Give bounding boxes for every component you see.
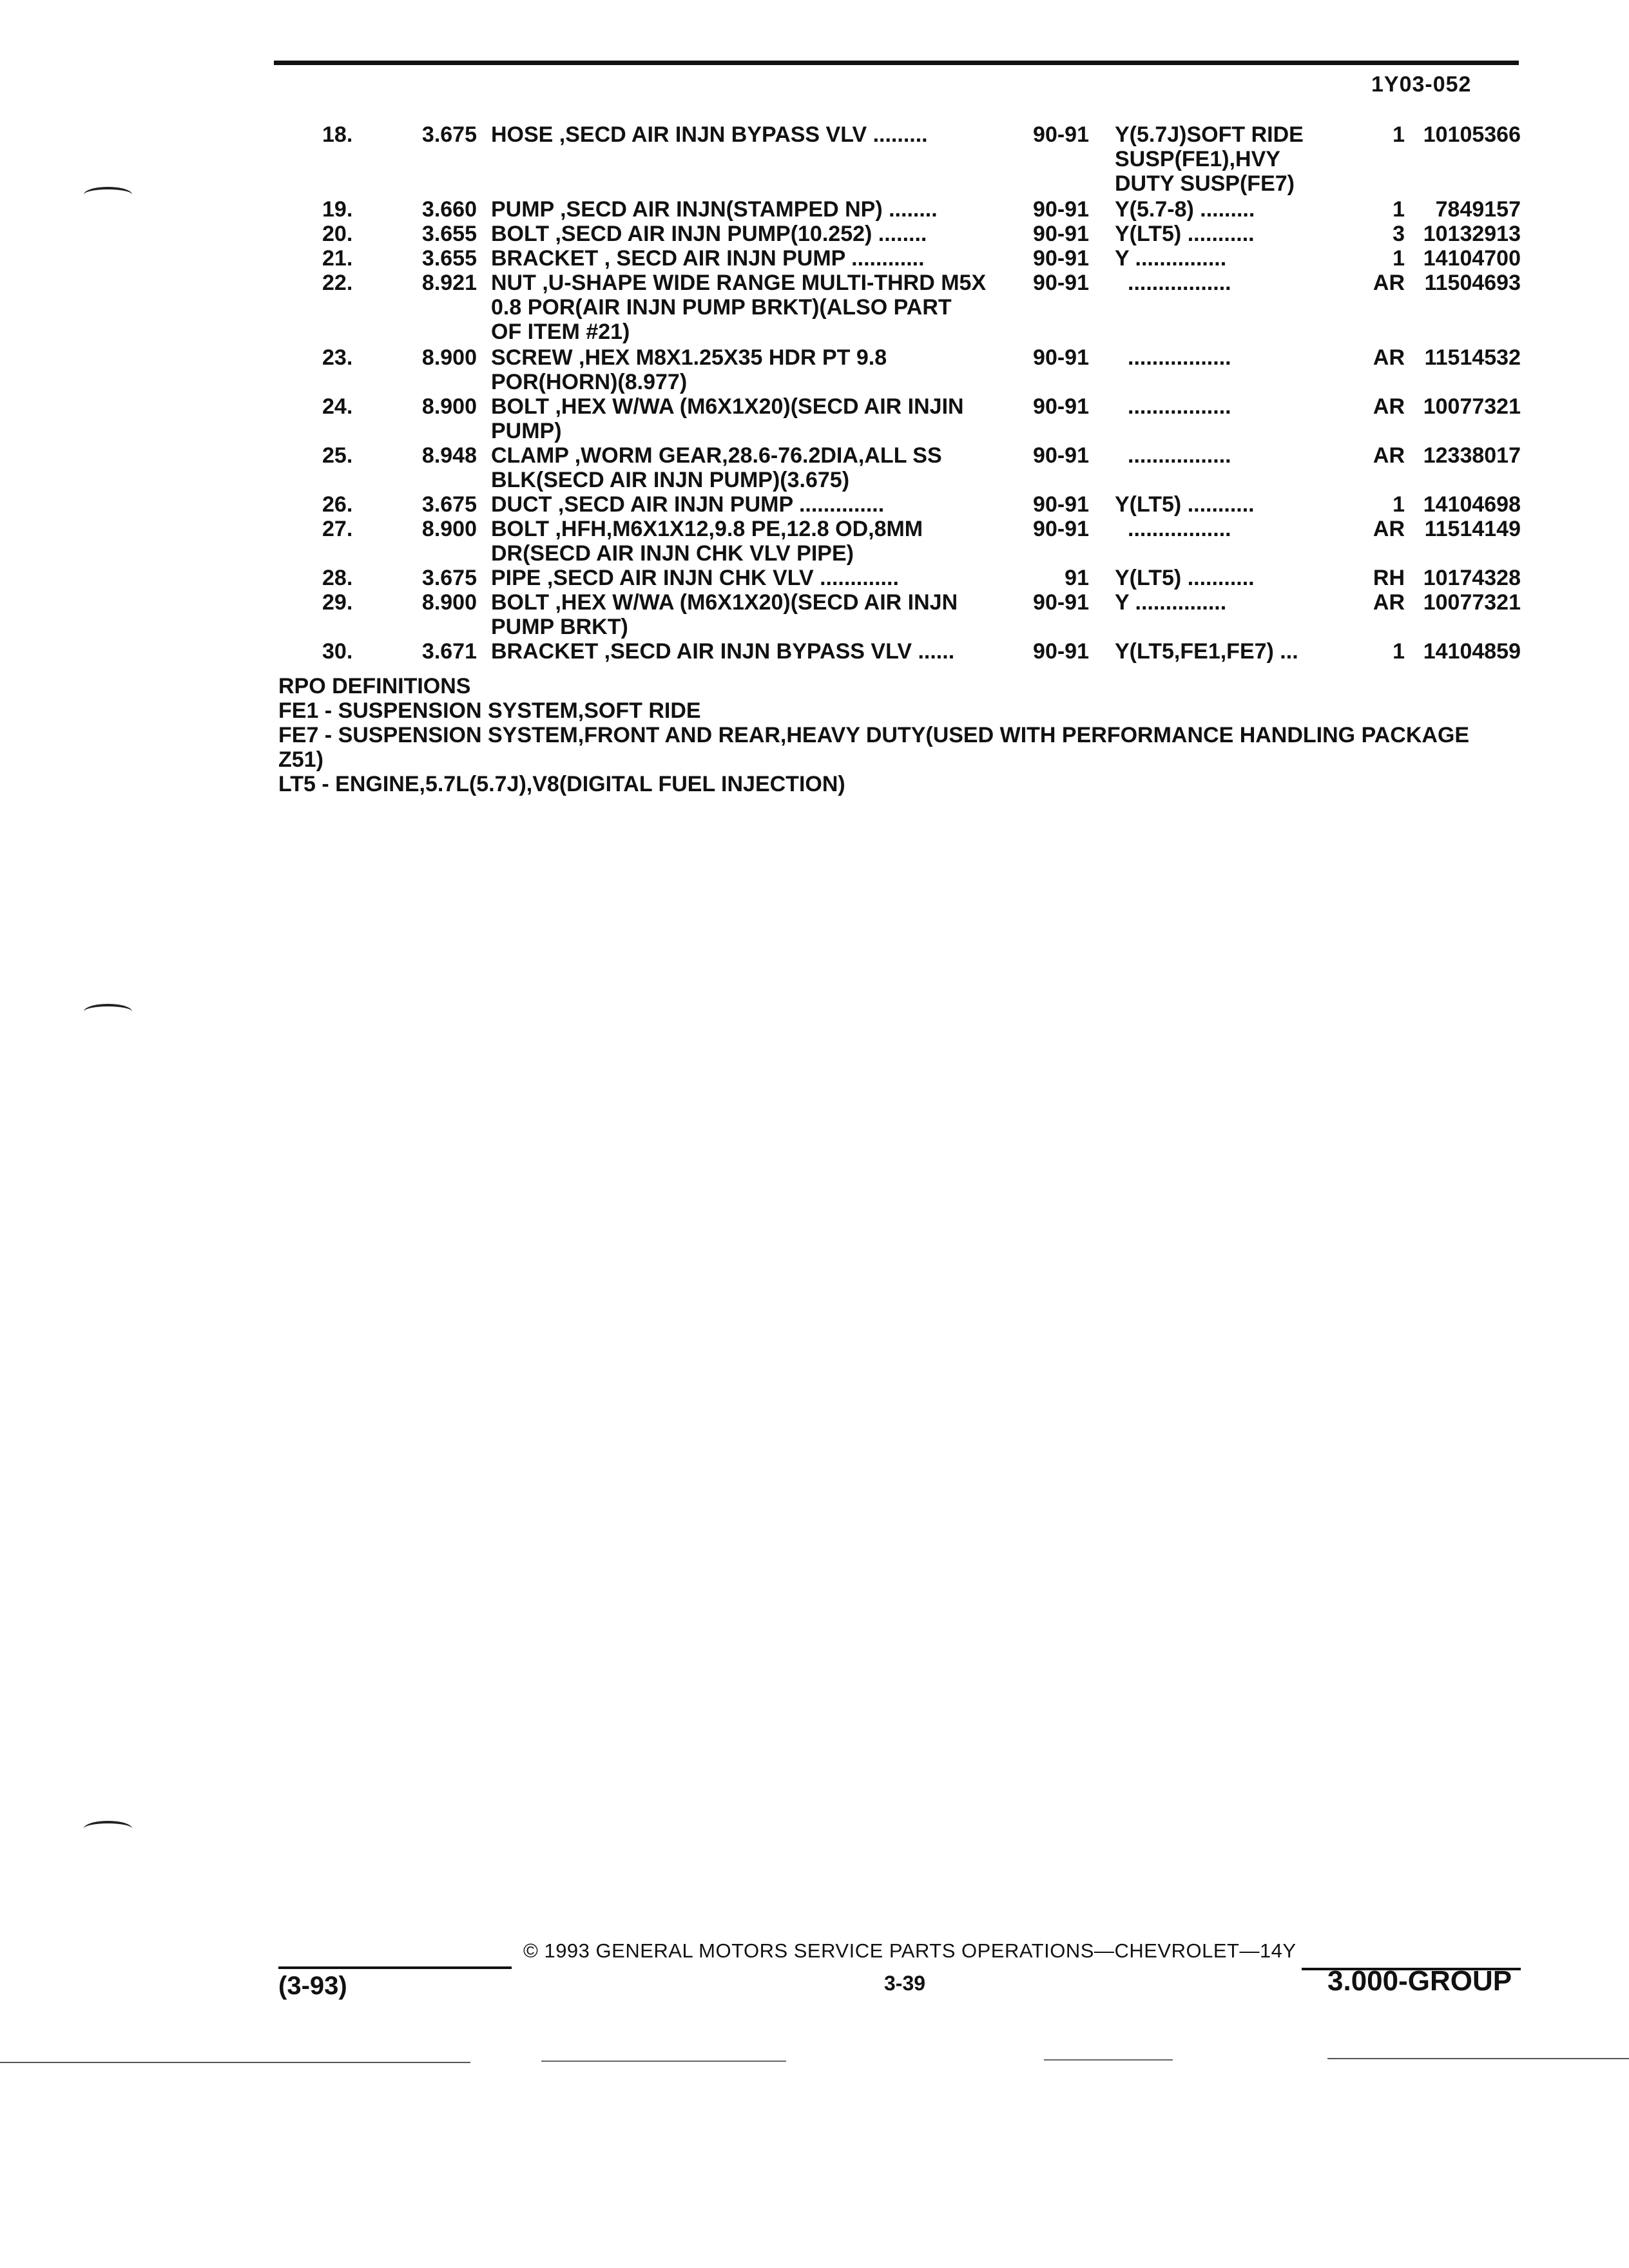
part-number: 14104698 <box>1423 492 1521 517</box>
scan-line <box>1044 2059 1173 2061</box>
quantity: 1 <box>1393 246 1405 271</box>
part-number: 11514149 <box>1424 517 1521 541</box>
part-number: 12338017 <box>1423 443 1521 468</box>
group-number: 3.655 <box>421 222 477 246</box>
part-number: 10077321 <box>1423 394 1521 419</box>
binder-mark <box>84 187 132 202</box>
part-name: BRACKET <box>491 639 599 664</box>
part-name: BOLT <box>491 517 550 541</box>
part-description: ,SECD AIR INJN PUMP .............. <box>552 492 885 517</box>
part-name: HOSE <box>491 122 554 147</box>
rpo-definitions <box>278 674 1503 796</box>
item-number: 29. <box>322 590 353 615</box>
model-years: 90-91 <box>1033 517 1089 541</box>
part-number: 10174328 <box>1423 566 1521 590</box>
scan-line <box>1327 2058 1629 2059</box>
group-number: 8.900 <box>421 590 477 615</box>
group-number: 3.675 <box>421 566 477 590</box>
model-years: 90-91 <box>1033 492 1089 517</box>
item-number: 24. <box>322 394 353 419</box>
usage-notes: Y(5.7-8) ......... <box>1115 197 1255 222</box>
item-number: 27. <box>322 517 353 541</box>
group-number: 8.948 <box>421 443 477 468</box>
part-description: ,SECD AIR INJN CHK VLV ............. <box>541 566 899 590</box>
part-number: 14104700 <box>1423 246 1521 271</box>
part-description: ,U-SHAPE WIDE RANGE MULTI-THRD M5X 0.8 POR(AIR INJN PUMP BRKT)(ALSO PART OF ITEM #21) <box>491 271 987 344</box>
part-description: ,HEX M8X1.25X35 HDR PT 9.8 POR(HORN)(8.977) <box>491 345 887 394</box>
item-number: 22. <box>322 271 353 295</box>
usage-notes: Y ............... <box>1115 246 1227 271</box>
part-number: 10132913 <box>1423 222 1521 246</box>
part-description: ,SECD AIR INJN BYPASS VLV ...... <box>598 639 955 664</box>
usage-notes: Y ............... <box>1115 590 1227 615</box>
part-name: BOLT <box>491 394 550 419</box>
usage-notes: Y(LT5) ........... <box>1115 566 1255 590</box>
quantity: 1 <box>1393 492 1405 517</box>
usage-notes: ................. <box>1128 271 1231 295</box>
group-number: 3.671 <box>421 639 477 664</box>
part-name: NUT <box>491 271 536 295</box>
group-number: 8.900 <box>421 517 477 541</box>
usage-notes: Y(LT5) ........... <box>1115 492 1255 517</box>
part-description: ,SECD AIR INJN BYPASS VLV ......... <box>553 122 928 147</box>
group-number: 3.655 <box>421 246 477 271</box>
group-number: 8.900 <box>421 345 477 370</box>
footer-rule-left <box>278 1966 512 1969</box>
group-number: 3.675 <box>421 492 477 517</box>
usage-notes: ................. <box>1128 345 1231 370</box>
quantity: AR <box>1373 271 1405 295</box>
model-years: 90-91 <box>1033 122 1089 147</box>
part-description: ,SECD AIR INJN PUMP(10.252) ........ <box>549 222 927 246</box>
quantity: AR <box>1373 394 1405 419</box>
quantity: 1 <box>1393 639 1405 664</box>
usage-notes: ................. <box>1128 394 1231 419</box>
item-number: 25. <box>322 443 353 468</box>
binder-mark <box>84 1004 132 1019</box>
usage-notes: Y(LT5,FE1,FE7) ... <box>1115 639 1298 664</box>
quantity: AR <box>1373 345 1405 370</box>
rpo-line: FE7 - SUSPENSION SYSTEM,FRONT AND REAR,HEAVY DUTY(USED WITH PERFORMANCE HANDLING PACKAGE <box>278 723 1470 747</box>
document-id: 1Y03-052 <box>1371 72 1472 97</box>
model-years: 90-91 <box>1033 443 1089 468</box>
rpo-title: RPO DEFINITIONS <box>278 674 471 698</box>
part-name: DUCT <box>491 492 552 517</box>
item-number: 21. <box>322 246 353 271</box>
page-number: 3-39 <box>884 1972 926 1995</box>
scan-line <box>0 2062 470 2063</box>
item-number: 26. <box>322 492 353 517</box>
part-name: BOLT <box>491 590 550 615</box>
footer-copyright: © 1993 GENERAL MOTORS SERVICE PARTS OPERATIONS—CHEVROLET—14Y <box>523 1939 1296 1962</box>
group-number: 3.675 <box>421 122 477 147</box>
model-years: 90-91 <box>1033 271 1089 295</box>
top-rule <box>274 61 1519 65</box>
item-number: 30. <box>322 639 353 664</box>
part-name: BOLT <box>491 222 550 246</box>
quantity: RH <box>1373 566 1405 590</box>
part-description: ,WORM GEAR,28.6-76.2DIA,ALL SS BLK(SECD AIR INJN PUMP)(3.675) <box>491 443 942 492</box>
part-name: BRACKET <box>491 246 599 271</box>
scan-line <box>541 2061 786 2062</box>
usage-notes: Y(5.7J)SOFT RIDE SUSP(FE1),HVY DUTY SUSP(FE7) <box>1115 122 1304 196</box>
quantity: AR <box>1373 590 1405 615</box>
footer-date: (3-93) <box>278 1972 347 2000</box>
rpo-line: Z51) <box>278 747 323 772</box>
model-years: 90-91 <box>1033 639 1089 664</box>
item-number: 18. <box>322 122 353 147</box>
quantity: 1 <box>1393 197 1405 222</box>
usage-notes: ................. <box>1128 443 1231 468</box>
part-description: ,HFH,M6X1X12,9.8 PE,12.8 OD,8MM DR(SECD AIR INJN CHK VLV PIPE) <box>491 517 923 566</box>
part-number: 10105366 <box>1423 122 1521 147</box>
item-number: 28. <box>322 566 353 590</box>
part-name: CLAMP <box>491 443 569 468</box>
item-number: 20. <box>322 222 353 246</box>
part-name: PUMP <box>491 197 554 222</box>
part-number: 11514532 <box>1424 345 1521 370</box>
rpo-line: FE1 - SUSPENSION SYSTEM,SOFT RIDE <box>278 698 701 723</box>
quantity: AR <box>1373 443 1405 468</box>
usage-notes: Y(LT5) ........... <box>1115 222 1255 246</box>
part-description: ,HEX W/WA (M6X1X20)(SECD AIR INJN PUMP BRKT) <box>491 590 958 639</box>
quantity: 3 <box>1393 222 1405 246</box>
quantity: AR <box>1373 517 1405 541</box>
footer-group: 3.000-GROUP <box>1327 1965 1512 1997</box>
group-number: 8.900 <box>421 394 477 419</box>
item-number: 19. <box>322 197 353 222</box>
part-name: PIPE <box>491 566 541 590</box>
part-name: SCREW <box>491 345 573 370</box>
part-description: , SECD AIR INJN PUMP ............ <box>598 246 925 271</box>
group-number: 3.660 <box>421 197 477 222</box>
model-years: 90-91 <box>1033 394 1089 419</box>
model-years: 90-91 <box>1033 222 1089 246</box>
part-number: 10077321 <box>1423 590 1521 615</box>
quantity: 1 <box>1393 122 1405 147</box>
item-number: 23. <box>322 345 353 370</box>
binder-mark <box>84 1821 132 1836</box>
model-years: 91 <box>1065 566 1089 590</box>
part-number: 14104859 <box>1423 639 1521 664</box>
part-number: 7849157 <box>1435 197 1521 222</box>
part-description: ,HEX W/WA (M6X1X20)(SECD AIR INJIN PUMP) <box>491 394 964 443</box>
model-years: 90-91 <box>1033 590 1089 615</box>
model-years: 90-91 <box>1033 246 1089 271</box>
rpo-line: LT5 - ENGINE,5.7L(5.7J),V8(DIGITAL FUEL INJECTION) <box>278 772 845 796</box>
model-years: 90-91 <box>1033 345 1089 370</box>
group-number: 8.921 <box>421 271 477 295</box>
part-description: ,SECD AIR INJN(STAMPED NP) ........ <box>554 197 938 222</box>
model-years: 90-91 <box>1033 197 1089 222</box>
part-number: 11504693 <box>1424 271 1521 295</box>
usage-notes: ................. <box>1128 517 1231 541</box>
